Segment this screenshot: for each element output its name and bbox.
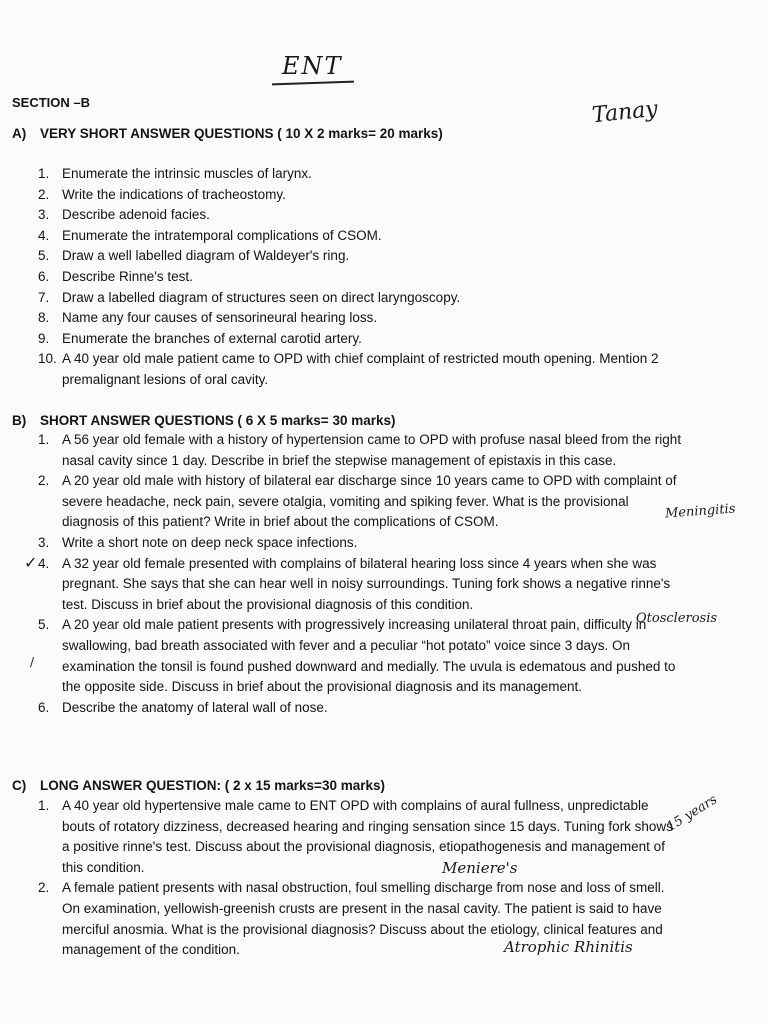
handwritten-name: Tanay <box>590 96 659 129</box>
question-item <box>38 267 678 288</box>
part-b-question-list <box>38 430 684 718</box>
question-number: 4. <box>38 555 50 571</box>
question-number: 7. <box>38 289 50 305</box>
question-number: 1. <box>38 166 50 181</box>
question-number: 5. <box>38 617 50 633</box>
question-number: 2. <box>38 186 50 202</box>
question-text: Enumerate the branches of external carotid artery. <box>62 330 362 346</box>
question-item <box>38 288 678 309</box>
question-text: A 56 year old female with a history of hypertension came to OPD with profuse nasal bleed from the right nasal cavity since 1 day. Describe in brief the stepwise management of epistaxis in this case. <box>62 432 682 468</box>
question-text: Enumerate the intratemporal complications of CSOM. <box>62 227 382 243</box>
handwritten-title: ENT <box>282 52 343 80</box>
question-number: 1. <box>38 798 50 813</box>
question-item <box>38 698 684 719</box>
part-a-heading <box>12 126 443 141</box>
part-b-prefix: B) <box>12 413 27 428</box>
question-number: 8. <box>38 310 50 326</box>
question-text: A 32 year old female presented with complains of bilateral hearing loss since 4 years when she was pregnant. She says that she can hear well in noisy surroundings. Tuning fork shows a negative rinne's test. Discuss in brief about the provisional diagnosis of this condition. <box>62 555 671 612</box>
note-otosclerosis: Otosclerosis <box>636 611 718 626</box>
question-text: Write the indications of tracheostomy. <box>62 186 286 202</box>
question-text: Describe the anatomy of lateral wall of nose. <box>62 699 328 715</box>
question-number: 9. <box>38 330 50 346</box>
question-number: 2. <box>38 880 50 896</box>
question-text: Name any four causes of sensorineural hearing loss. <box>62 310 378 326</box>
question-number: 5. <box>38 248 50 264</box>
question-item <box>38 185 678 206</box>
note-atrophic-rhinitis: Atrophic Rhinitis <box>504 938 633 956</box>
question-item <box>38 246 678 267</box>
part-c-title: LONG ANSWER QUESTION: ( 2 x 15 marks=30 marks) <box>40 778 385 793</box>
question-text: Draw a labelled diagram of structures seen on direct laryngoscopy. <box>62 289 461 305</box>
question-number: 2. <box>38 473 50 489</box>
question-number: 3. <box>38 207 50 223</box>
section-heading: SECTION –B <box>12 95 91 110</box>
part-a-question-list <box>38 164 678 391</box>
question-text: Describe adenoid facies. <box>62 207 210 223</box>
question-text: A 40 year old male patient came to OPD with chief complaint of restricted mouth opening. Mention 2 premalignant lesions of oral cavity. <box>62 351 659 387</box>
question-item <box>38 430 684 471</box>
tick-mark: / <box>30 655 35 669</box>
question-item <box>38 226 678 247</box>
question-item <box>38 471 684 533</box>
question-number: 10. <box>38 351 57 367</box>
question-text: Enumerate the intrinsic muscles of larynx. <box>62 166 312 181</box>
part-c-question-list <box>38 796 678 961</box>
question-text: A female patient presents with nasal obstruction, foul smelling discharge from nose and loss of smell. On examination, yellowish-greenish crusts are present in the nasal cavity. The patient is said to have merciful anosmia. What is the provisional diagnosis? Discuss about the etiology, clinical features and management of the condition. <box>62 880 665 958</box>
note-menieres: Meniere's <box>442 859 518 877</box>
part-a-title: VERY SHORT ANSWER QUESTIONS ( 10 X 2 marks= 20 marks) <box>40 126 443 141</box>
question-item <box>38 349 678 390</box>
question-text: Draw a well labelled diagram of Waldeyer's ring. <box>62 248 350 264</box>
question-text: Write a short note on deep neck space infections. <box>62 534 358 550</box>
question-number: 6. <box>38 699 50 715</box>
question-number: 4. <box>38 227 50 243</box>
part-a-prefix: A) <box>12 126 27 141</box>
question-number: 6. <box>38 268 50 284</box>
question-item <box>38 164 678 185</box>
part-b-title: SHORT ANSWER QUESTIONS ( 6 X 5 marks= 30 marks) <box>40 413 396 428</box>
question-item <box>38 533 684 554</box>
title-underline <box>272 81 354 86</box>
question-item <box>38 205 678 226</box>
question-text: A 40 year old hypertensive male came to ENT OPD with complains of aural fullness, unpredictable bouts of rotatory dizziness, decreased hearing and ringing sensation since 15 days. Tuning fork shows a positive rinne's test. Discuss about the provisional diagnosis, etiopathogenesis and management of this condition. <box>62 798 673 875</box>
part-c-heading <box>12 778 385 793</box>
question-item <box>38 554 684 616</box>
part-b-heading <box>12 413 396 428</box>
question-text: Describe Rinne's test. <box>62 268 193 284</box>
tick-mark: ✓ <box>24 553 38 572</box>
question-item <box>38 329 678 350</box>
question-number: 1. <box>38 432 50 447</box>
question-number: 3. <box>38 534 50 550</box>
question-text: A 20 year old male with history of bilateral ear discharge since 10 years came to OPD with complaint of severe headache, neck pain, severe otalgia, vomiting and spiking fever. What is the provisional diagnosis of this patient? Write in brief about the complications of CSOM. <box>62 473 677 530</box>
question-item <box>38 308 678 329</box>
question-item <box>38 615 684 697</box>
question-item <box>38 796 678 878</box>
note-days: 15 years <box>664 792 721 835</box>
note-meningitis: Meningitis <box>664 501 736 522</box>
part-c-prefix: C) <box>12 778 27 793</box>
question-text: A 20 year old male patient presents with progressively increasing unilateral throat pain, difficulty in swallowing, bad breath associated with fever and a peculiar “hot potato” voice since 3 days. On examination the tonsil is found pushed downward and medially. The uvula is edematous and pushed to the opposite side. Discuss in brief about the provisional diagnosis and its management. <box>62 617 676 695</box>
